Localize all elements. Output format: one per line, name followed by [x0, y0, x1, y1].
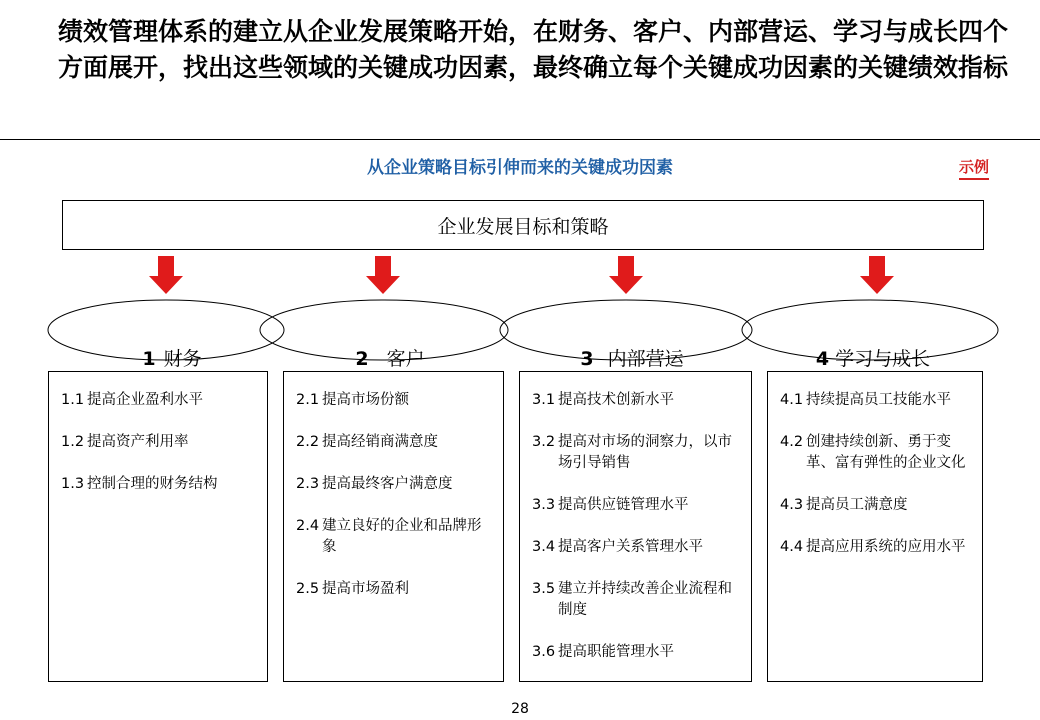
finance-factors-list — [48, 371, 268, 682]
down-arrow-icon — [609, 256, 643, 294]
example-tag: 示例 — [959, 157, 989, 180]
down-arrow-icon — [860, 256, 894, 294]
strategy-box: 企业发展目标和策略 — [62, 200, 984, 250]
perspective-label-learning: 4 学习与成长 — [815, 348, 931, 370]
list-item: 3.1 提高技术创新水平 — [532, 392, 674, 408]
list-item: 4.4 提高应用系统的应用水平 — [780, 539, 966, 555]
perspective-label-operations: 3 内部营运 — [580, 348, 684, 370]
list-item: 2.2 提高经销商满意度 — [296, 434, 438, 450]
list-item: 3.2 提高对市场的洞察力，以市场引导销售 — [532, 434, 732, 471]
list-item: 3.5 建立并持续改善企业流程和制度 — [532, 581, 732, 618]
list-item: 2.3 提高最终客户满意度 — [296, 476, 453, 492]
list-item: 4.1 持续提高员工技能水平 — [780, 392, 951, 408]
list-item: 4.3 提高员工满意度 — [780, 497, 908, 513]
slide-title: 绩效管理体系的建立从企业发展策略开始，在财务、客户、内部营运、学习与成长四个方面展开，找出这些领域的关键成功因素，最终确立每个关键成功因素的关键绩效指标 — [58, 17, 1009, 82]
diagram-subtitle: 从企业策略目标引伸而来的关键成功因素 — [367, 158, 673, 178]
list-item: 3.3 提高供应链管理水平 — [532, 497, 689, 513]
operations-factors-list — [519, 371, 752, 682]
page-number: 28 — [511, 701, 529, 717]
down-arrow-icon — [149, 256, 183, 294]
list-item: 3.4 提高客户关系管理水平 — [532, 539, 703, 555]
list-item: 2.4 建立良好的企业和品牌形象 — [296, 518, 482, 555]
perspective-label-finance: 1 财务 — [142, 348, 202, 370]
list-item: 3.6 提高职能管理水平 — [532, 644, 674, 660]
list-item: 2.5 提高市场盈利 — [296, 581, 409, 597]
list-item: 4.2 创建持续创新、勇于变革、富有弹性的企业文化 — [780, 434, 966, 471]
list-item: 1.3 控制合理的财务结构 — [61, 476, 218, 492]
list-item: 1.2 提高资产利用率 — [61, 434, 189, 450]
list-item: 2.1 提高市场份额 — [296, 392, 409, 408]
customer-factors-list — [283, 371, 504, 682]
title-divider — [0, 139, 1040, 140]
list-item: 1.1 提高企业盈利水平 — [61, 392, 203, 408]
down-arrow-icon — [366, 256, 400, 294]
perspective-label-customer: 2 客户 — [355, 348, 425, 370]
learning-factors-list — [767, 371, 983, 682]
